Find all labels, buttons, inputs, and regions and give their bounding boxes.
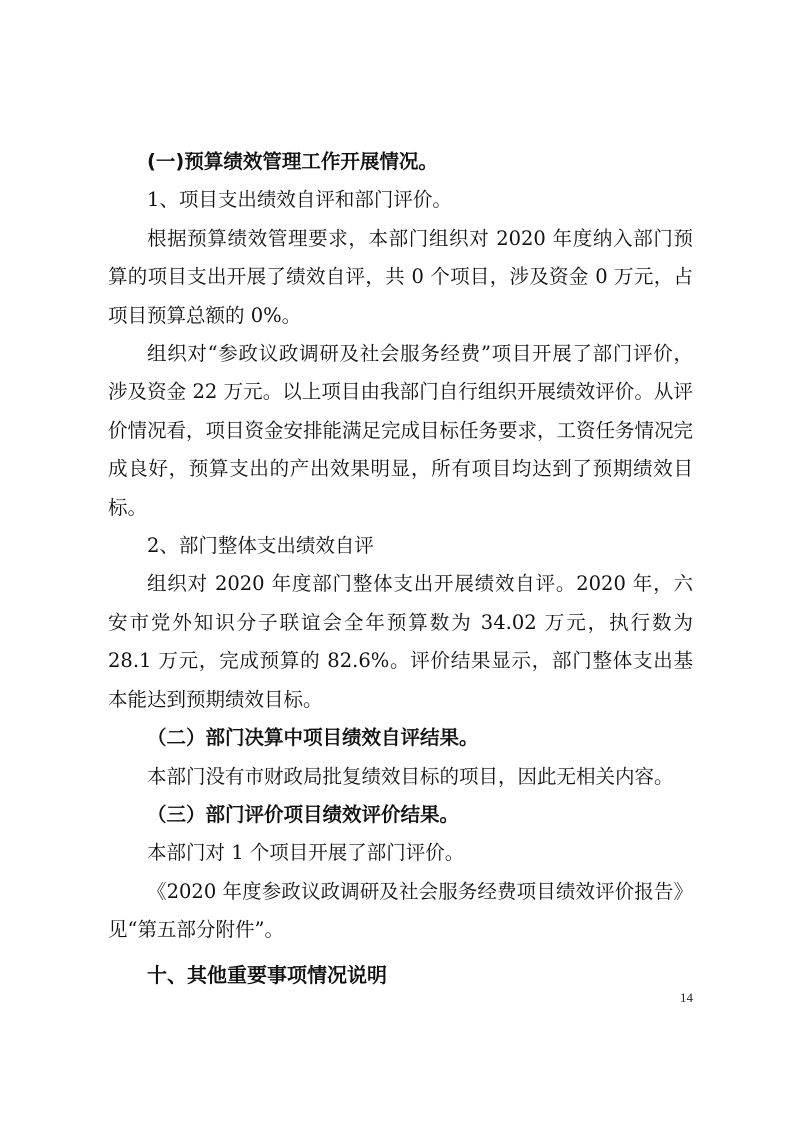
- item-heading-2: 2、部门整体支出绩效自评: [147, 534, 374, 558]
- section-heading-3: （三）部门评价项目绩效评价结果。: [147, 802, 460, 826]
- section-heading-10: 十、其他重要事项情况说明: [147, 962, 387, 987]
- item-heading-1: 1、项目支出绩效自评和部门评价。: [147, 188, 452, 212]
- paragraph-project-self-evaluation: 根据预算绩效管理要求，本部门组织对 2020 年度纳入部门预算的项目支出开展了绩效自评，共 0 个项目，涉及资金 0 万元，占项目预算总额的 0%。: [108, 226, 693, 327]
- page-number: 14: [680, 990, 693, 1005]
- document-body: [108, 143, 693, 994]
- paragraph-one-project: 本部门对 1 个项目开展了部门评价。: [147, 841, 465, 865]
- section-heading-1: (一)预算绩效管理工作开展情况。: [147, 150, 438, 173]
- paragraph-overall-expenditure: 组织对 2020 年度部门整体支出开展绩效自评。2020 年，六安市党外知识分子联谊会全年预算数为 34.02 万元，执行数为 28.1 万元，完成预算的 82.6%。评价结果显示，部门整体支出基本能达到预期绩效目标。: [108, 572, 693, 711]
- paragraph-no-content: 本部门没有市财政局批复绩效目标的项目，因此无相关内容。: [147, 764, 674, 788]
- paragraph-report-reference: 《2020 年度参政议政调研及社会服务经费项目绩效评价报告》见“第五部分附件”。: [108, 879, 693, 942]
- section-heading-2: （二）部门决算中项目绩效自评结果。: [147, 726, 479, 750]
- paragraph-department-evaluation: 组织对“参政议政调研及社会服务经费”项目开展了部门评价，涉及资金 22 万元。以上项目由我部门自行组织开展绩效评价。从评价情况看，项目资金安排能满足完成目标任务要求，工资任务情况完成良好，预算支出的产出效果明显，所有项目均达到了预期绩效目标。: [108, 342, 694, 519]
